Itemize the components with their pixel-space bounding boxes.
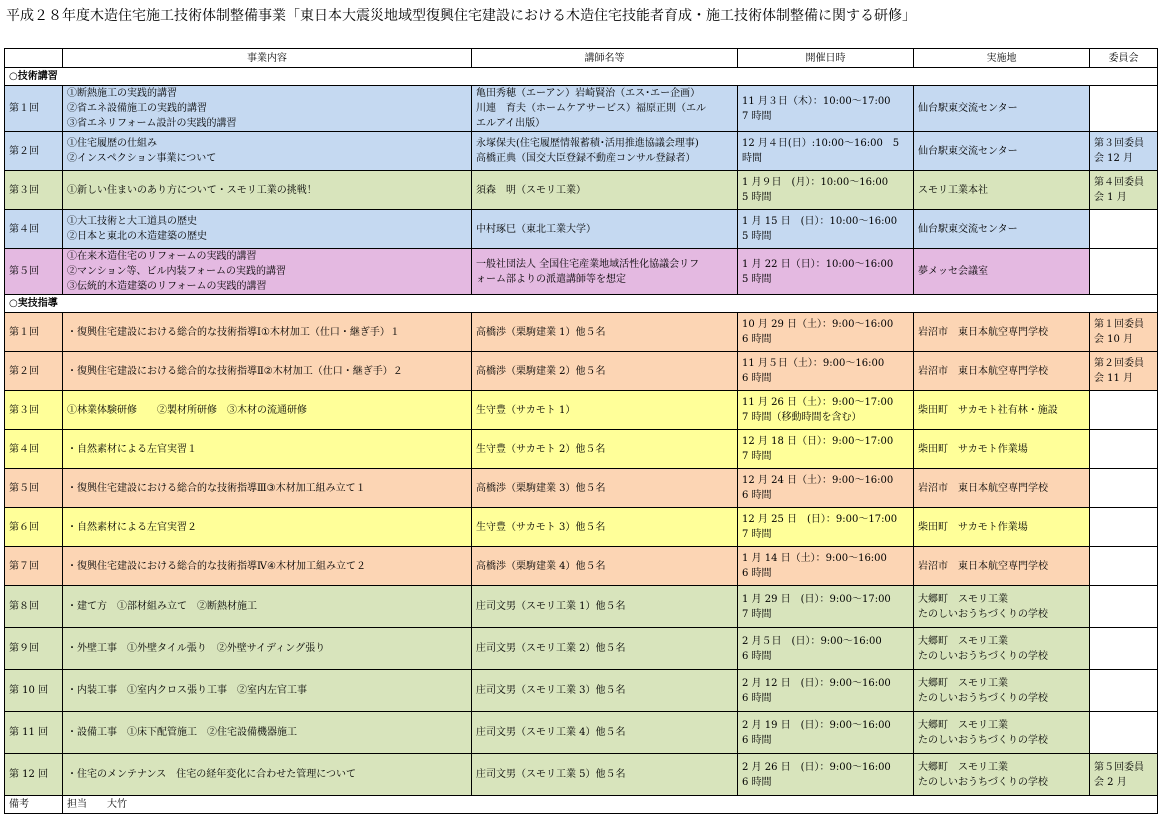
session-place-line: 岩沼市 東日本航空専門学校 [918,365,1048,377]
session-datetime-line: 7 時間 [742,529,772,540]
remarks-row [5,796,1158,814]
session-committee [1090,132,1158,171]
session-place [914,508,1090,547]
session-place [914,171,1090,210]
session-row [5,586,1158,628]
session-committee [1090,586,1158,628]
session-place [914,391,1090,430]
session-datetime-line: 1 月 14 日（土）：9:00～16:00 [742,553,887,564]
session-content-line: ・復興住宅建設における総合的な技術指導Ⅱ②木材加工（仕口・継ぎ手）２ [67,365,403,377]
session-committee [1090,313,1158,352]
session-content-line: ・復興住宅建設における総合的な技術指導Ⅰ①木材加工（仕口・継ぎ手）１ [67,326,400,338]
session-datetime-line: 12 月 18 日（日）：9:00～17:00 [742,436,894,447]
session-lecturer-line: 高橋渉（栗駒建業 2）他５名 [476,365,606,377]
session-content-line: ③省エネリフォーム設計の実践的講習 [67,118,237,129]
session-committee-line: 会 10 月 [1094,334,1134,345]
session-datetime-line: 7 時間 [742,451,772,462]
session-row [5,628,1158,670]
session-content-line: ①断熱施工の実践的講習 [67,88,177,99]
session-lecturer [472,430,738,469]
session-number: 第 11 回 [5,712,63,754]
session-lecturer-line: 生守豊（サカモト 1） [476,404,576,416]
session-datetime [738,628,914,670]
session-content [63,430,472,469]
session-lecturer-line: 庄司文男（スモリ工業 5）他５名 [476,769,626,780]
session-lecturer [472,547,738,586]
session-datetime-line: 1 月９日 (月）：10:00～16:00 [742,177,889,188]
session-datetime [738,670,914,712]
session-place-line: 岩沼市 東日本航空専門学校 [918,560,1048,572]
session-number: 第６回 [5,508,63,547]
session-content-line: ①林業体験研修 ②製材所研修 ③木材の流通研修 [67,404,307,416]
session-lecturer [472,586,738,628]
session-content [63,754,472,796]
section-header-row [5,68,1158,86]
session-content-line: ①住宅履歴の仕組み [67,138,157,149]
session-row [5,352,1158,391]
session-content [63,391,472,430]
session-datetime [738,86,914,132]
session-number: 第３回 [5,391,63,430]
session-place-line: 仙台駅東交流センター [918,223,1018,235]
session-datetime [738,313,914,352]
session-number: 第９回 [5,628,63,670]
session-lecturer [472,249,738,295]
section-label: ○実技指導 [5,295,1158,313]
session-content [63,586,472,628]
session-number: 第５回 [5,249,63,295]
session-content [63,171,472,210]
session-place-line: 柴田町 サカモト作業場 [918,521,1028,533]
session-row [5,547,1158,586]
session-content [63,547,472,586]
session-content-line: ①新しい住まいのあり方について・スモリ工業の挑戦！ [67,184,317,196]
session-place-line: たのしいおうちづくりの学校 [918,650,1048,662]
session-place [914,469,1090,508]
session-datetime [738,508,914,547]
session-place-line: 仙台駅東交流センター [918,103,1018,114]
session-lecturer [472,754,738,796]
session-committee [1090,712,1158,754]
session-place [914,430,1090,469]
session-committee [1090,508,1158,547]
session-lecturer [472,508,738,547]
session-row [5,508,1158,547]
session-lecturer-line: 庄司文男（スモリ工業 4）他５名 [476,727,626,738]
session-datetime-line: 11 月 26 日（土）：9:00～17:00 [742,397,894,408]
session-committee [1090,86,1158,132]
session-lecturer-line: 川連 育夫（ホームケアサービス）福原正則（エル [476,103,706,114]
session-lecturer [472,670,738,712]
session-number: 第８回 [5,586,63,628]
session-committee [1090,430,1158,469]
session-lecturer-line: 庄司文男（スモリ工業 3）他５名 [476,685,626,696]
session-content [63,628,472,670]
session-committee [1090,249,1158,295]
header-datetime: 開催日時 [738,49,914,68]
session-lecturer-line: 庄司文男（スモリ工業 1）他５名 [476,601,626,612]
session-place-line: 岩沼市 東日本航空専門学校 [918,326,1048,338]
session-committee-line: 会 2 月 [1094,776,1127,788]
session-content-line: ・復興住宅建設における総合的な技術指導Ⅳ④木材加工組み立て２ [67,560,366,572]
session-lecturer-line: 一般社団法人 全国住宅産業地域活性化協議会リフ [476,258,700,270]
session-content-line: ②日本と東北の木造建築の歴史 [67,231,207,242]
session-datetime-line: 6 時間 [742,692,772,704]
session-content-line: ③伝統的木造建築のリフォームの実践的講習 [67,281,267,292]
session-content [63,352,472,391]
session-datetime-line: 10 月 29 日（土）：9:00～16:00 [742,319,894,330]
session-number: 第３回 [5,171,63,210]
session-committee [1090,670,1158,712]
session-lecturer-line: 中村琢巳（東北工業大学） [476,223,596,235]
session-content [63,469,472,508]
session-place-line: 大郷町 スモリ工業 [918,719,1008,731]
session-datetime [738,391,914,430]
session-committee [1090,210,1158,249]
session-row [5,171,1158,210]
header-lecturer: 講師名等 [472,49,738,68]
session-committee-line: 第２回委員 [1094,358,1144,369]
session-committee [1090,754,1158,796]
session-content [63,670,472,712]
session-place [914,86,1090,132]
session-datetime [738,430,914,469]
session-place [914,712,1090,754]
session-content-line: ・外壁工事 ①外壁タイル張り ②外壁サイディング張り [67,643,326,654]
session-content [63,249,472,295]
session-place-line: 夢メッセ会議室 [918,266,988,277]
session-datetime [738,352,914,391]
session-lecturer [472,132,738,171]
session-place-line: 大郷町 スモリ工業 [918,593,1008,605]
session-datetime [738,586,914,628]
session-content-line: ②省エネ設備施工の実践的講習 [67,103,207,114]
session-committee-line: 会 12 月 [1094,153,1134,164]
header-row [5,49,1158,68]
session-number: 第２回 [5,132,63,171]
session-content-line: ・復興住宅建設における総合的な技術指導Ⅲ③木材加工組み立て１ [67,482,366,494]
session-committee-line: 会 1 月 [1094,192,1127,203]
session-datetime-line: 6 時間 [742,734,772,746]
session-lecturer [472,86,738,132]
session-place-line: たのしいおうちづくりの学校 [918,608,1048,620]
session-content-line: ②マンション等、ビル内装フォームの実践的講習 [67,266,287,277]
session-datetime-line: 11 月３日（木）：10:00～17:00 [742,95,891,107]
session-datetime-line: 5 時間 [742,231,772,242]
session-datetime-line: 6 時間 [742,334,772,345]
session-place-line: 大郷町 スモリ工業 [918,761,1008,773]
session-row [5,313,1158,352]
session-lecturer-line: 生守豊（サカモト 3）他５名 [476,521,606,533]
session-lecturer-line: ォーム部よりの派遣講師等を想定 [476,273,626,285]
session-datetime-line: 1 月 29 日 (日）：9:00～17:00 [742,593,891,605]
session-place [914,628,1090,670]
session-datetime-line: 6 時間 [742,490,772,501]
session-row [5,712,1158,754]
session-number: 第４回 [5,430,63,469]
session-committee [1090,469,1158,508]
session-lecturer-line: 生守豊（サカモト 2）他５名 [476,443,606,455]
session-content [63,210,472,249]
session-datetime-line: 12 月４日(日）:10:00～16:00 5 [742,138,900,149]
session-number: 第２回 [5,352,63,391]
session-lecturer [472,210,738,249]
session-row [5,754,1158,796]
session-row [5,86,1158,132]
session-place [914,313,1090,352]
session-place-line: 大郷町 スモリ工業 [918,635,1008,647]
session-lecturer-line: 高橋渉（栗駒建業 4）他５名 [476,560,606,572]
session-datetime-line: 2 月 19 日 (日）：9:00～16:00 [742,719,891,731]
session-place [914,352,1090,391]
session-committee-line: 第１回委員 [1094,319,1144,330]
session-content-line: ②インスペクション事業について [67,153,217,164]
session-place [914,586,1090,628]
header-committee: 委員会 [1090,49,1158,68]
session-content [63,313,472,352]
session-place [914,210,1090,249]
session-number: 第 12 回 [5,754,63,796]
session-datetime [738,712,914,754]
session-committee [1090,547,1158,586]
session-datetime-line: 5 時間 [742,273,772,285]
session-lecturer [472,712,738,754]
session-number: 第１回 [5,313,63,352]
session-lecturer-line: 高橋正典（国交大臣登録不動産コンサル登録者） [476,153,696,164]
session-committee-line: 第４回委員 [1094,177,1144,188]
session-datetime-line: 6 時間 [742,568,772,579]
session-committee-line: 会 11 月 [1094,373,1134,384]
session-committee-line: 第３回委員 [1094,138,1144,149]
session-datetime-line: 5 時間 [742,192,772,203]
session-datetime-line: 1 月 22 日（日）：10:00～16:00 [742,258,894,270]
session-datetime [738,210,914,249]
session-datetime-line: 時間 [742,153,762,164]
session-lecturer [472,469,738,508]
session-content [63,132,472,171]
remarks-label: 備考 [5,796,63,814]
session-datetime [738,171,914,210]
session-row [5,469,1158,508]
header-place: 実施地 [914,49,1090,68]
session-committee-line: 第５回委員 [1094,761,1144,773]
session-place [914,132,1090,171]
session-lecturer-line: 庄司文男（スモリ工業 2）他５名 [476,643,626,654]
session-content-line: ・建て方 ①部材組み立て ②断熱材施工 [67,601,257,612]
session-datetime-line: 12 月 25 日 (日）：9:00～17:00 [742,514,898,525]
session-datetime-line: 2 月 26 日 (日）：9:00～16:00 [742,761,891,773]
session-place-line: たのしいおうちづくりの学校 [918,692,1048,704]
remarks-value: 担当 大竹 [63,796,1158,814]
session-number: 第 10 回 [5,670,63,712]
session-datetime-line: 6 時間 [742,650,772,662]
session-row [5,430,1158,469]
session-content-line: ・住宅のメンテナンス 住宅の経年変化に合わせた管理について [67,769,356,780]
session-datetime-line: 12 月 24 日（土）：9:00～16:00 [742,475,894,486]
session-place [914,249,1090,295]
session-datetime-line: 2 月５日 (日）：9:00～16:00 [742,635,882,647]
session-datetime [738,469,914,508]
session-lecturer-line: 亀田秀穂（エーアン）岩崎賢治（エス･エー企画） [476,88,701,99]
session-place-line: 柴田町 サカモト社有林・施設 [918,404,1058,416]
session-datetime-line: 7 時間（移動時間を含む） [742,412,862,423]
session-number: 第５回 [5,469,63,508]
session-place-line: 仙台駅東交流センター [918,145,1018,157]
session-place-line: 大郷町 スモリ工業 [918,677,1008,689]
section-label: ○技術講習 [5,68,1158,86]
session-datetime [738,754,914,796]
session-content-line: ・自然素材による左官実習２ [67,521,197,533]
session-row [5,132,1158,171]
session-content [63,712,472,754]
session-datetime-line: 7 時間 [742,608,772,620]
session-row [5,670,1158,712]
session-content-line: ①在来木造住宅のリフォームの実践的講習 [67,251,257,262]
session-content-line: ・自然素材による左官実習１ [67,443,197,455]
session-lecturer-line: 高橋渉（栗駒建業 3）他５名 [476,482,606,494]
session-datetime-line: 11 月５日（土）：9:00～16:00 [742,358,885,369]
session-lecturer [472,628,738,670]
session-lecturer [472,352,738,391]
session-place-line: スモリ工業本社 [918,184,988,196]
session-lecturer [472,313,738,352]
session-content-line: ・内装工事 ①室内クロス張り工事 ②室内左官工事 [67,685,307,696]
header-content: 事業内容 [63,49,472,68]
session-datetime-line: 6 時間 [742,373,772,384]
session-place-line: たのしいおうちづくりの学校 [918,776,1048,788]
session-lecturer-line: エルアイ出版） [476,118,546,129]
section-header-row [5,295,1158,313]
session-place-line: たのしいおうちづくりの学校 [918,734,1048,746]
header-number [5,49,63,68]
session-datetime-line: 1 月 15 日 (日）：10:00～16:00 [742,216,898,227]
session-lecturer-line: 高橋渉（栗駒建業 1）他５名 [476,326,606,338]
session-lecturer-line: 永塚保夫(住宅履歴情報蓄積･活用推進協議会理事) [476,138,699,149]
session-content-line: ・設備工事 ①床下配管施工 ②住宅設備機器施工 [67,727,297,738]
session-content-line: ①大工技術と大工道具の歴史 [67,216,197,227]
session-place [914,754,1090,796]
session-datetime-line: 7 時間 [742,110,772,122]
session-place-line: 岩沼市 東日本航空専門学校 [918,482,1048,494]
session-committee [1090,171,1158,210]
session-number: 第７回 [5,547,63,586]
session-datetime [738,249,914,295]
session-committee [1090,352,1158,391]
session-number: 第１回 [5,86,63,132]
session-committee [1090,391,1158,430]
session-datetime-line: 6 時間 [742,776,772,788]
session-lecturer-line: 須森 明（スモリ工業） [476,184,586,196]
session-content [63,86,472,132]
session-lecturer [472,391,738,430]
session-row [5,210,1158,249]
session-committee [1090,628,1158,670]
session-number: 第４回 [5,210,63,249]
session-content [63,508,472,547]
session-datetime-line: 2 月 12 日 (日）：9:00～16:00 [742,677,891,689]
session-datetime [738,547,914,586]
schedule-table-body [5,49,1158,814]
session-row [5,391,1158,430]
session-place-line: 柴田町 サカモト作業場 [918,443,1028,455]
session-row [5,249,1158,295]
schedule-table [4,48,1158,814]
session-lecturer [472,171,738,210]
session-place [914,670,1090,712]
session-datetime [738,132,914,171]
session-place [914,547,1090,586]
document-title: 平成２８年度木造住宅施工技術体制整備事業「東日本大震災地域型復興住宅建設における木造住宅技能者育成・施工技術体制整備に関する研修」 [6,8,916,24]
